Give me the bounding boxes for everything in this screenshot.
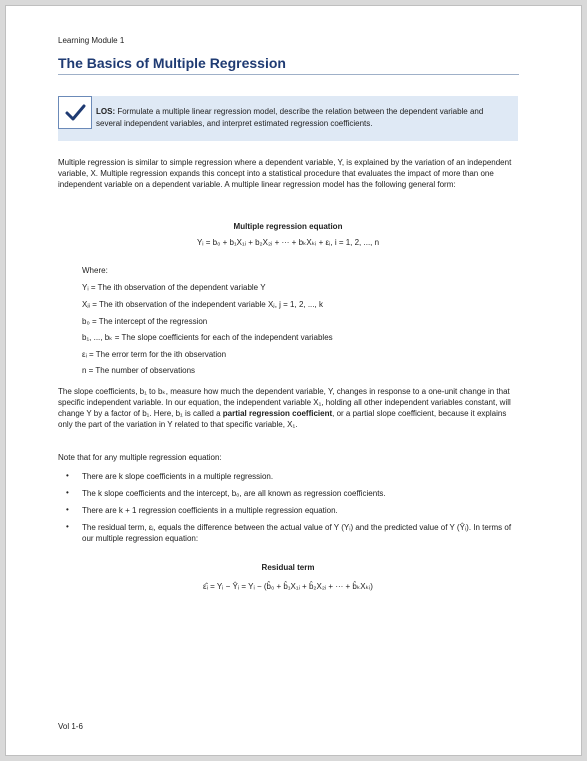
bullet-item: There are k + 1 regression coefficients in a multiple regression equation. [82,506,338,515]
equation-heading: Multiple regression equation [233,222,343,231]
residual-heading: Residual term [261,563,315,572]
slope-paragraph [58,386,518,430]
bullet-item: The k slope coefficients and the intercept, b₀, are all known as regression coefficients. [82,489,386,498]
where-item: Yᵢ = The ith observation of the dependent variable Y [82,283,266,292]
los-label: LOS: [96,107,116,116]
where-item: εᵢ = The error term for the ith observation [82,350,227,359]
where-label: Where: [82,266,108,275]
page-title: The Basics of Multiple Regression [58,55,286,71]
bullet-icon: • [66,471,69,480]
checkmark-icon [58,96,92,129]
slope-text-2: , or a partial slope coefficient, because it explains only the part of the variation in Y related to that specific variable, X₁. [58,409,507,429]
where-item: b₀ = The intercept of the regression [82,317,208,326]
los-body: Formulate a multiple linear regression model, describe the relation between the dependent variable and several independent variables, and interpret estimated regression coefficients. [96,107,484,128]
document-page [5,5,582,756]
bullet-icon: • [66,522,69,531]
note-text: Note that for any multiple regression equation: [58,453,222,462]
intro-paragraph: Multiple regression is similar to simple regression where a dependent variable, Y, is explained by the variation of an independent variable, X. Multiple regression expands this concept into a statistical procedure that evaluates the impact of more than one independent variable on a dependent variable. A multiple linear regression model has the following general form: [58,158,512,189]
slope-term: partial regression coefficient [222,409,333,418]
bullet-item: There are k slope coefficients in a multiple regression. [82,472,274,481]
page-footer: Vol 1-6 [58,722,83,731]
where-item: b₁, ..., bₖ = The slope coefficients for each of the independent variables [82,333,333,342]
slope-text-1: The slope coefficients, b₁ to bₖ, measure how much the dependent variable, Y, changes in response to a one-unit change in that specific independent variable. In our equation, the independent variable X₁, holding all other independent variables constant, will change Y by a factor of b₁. Here, b₁ is called a [58,387,511,418]
residual-formula: ε̂ᵢ = Yᵢ − Ŷᵢ = Yᵢ − (b̂₀ + b̂₁X₁ᵢ + b̂₂X₂ᵢ + ··· + b̂ₖXₖᵢ) [203,582,373,591]
bullet-icon: • [66,505,69,514]
module-label: Learning Module 1 [58,36,125,45]
where-item: Xⱼᵢ = The ith observation of the independent variable Xⱼ, j = 1, 2, ..., k [82,300,323,309]
bullet-icon: • [66,488,69,497]
where-item: n = The number of observations [82,366,196,375]
los-text [96,106,510,130]
title-rule [58,74,519,75]
bullet-item: The residual term, εᵢ, equals the difference between the actual value of Y (Yᵢ) and the predicted value of Y (Ŷᵢ). In terms of our multiple regression equation: [82,523,512,543]
equation-formula: Yᵢ = b₀ + b₁X₁ᵢ + b₂X₂ᵢ + ··· + bₖXₖᵢ + εᵢ, i = 1, 2, ..., n [196,238,380,247]
